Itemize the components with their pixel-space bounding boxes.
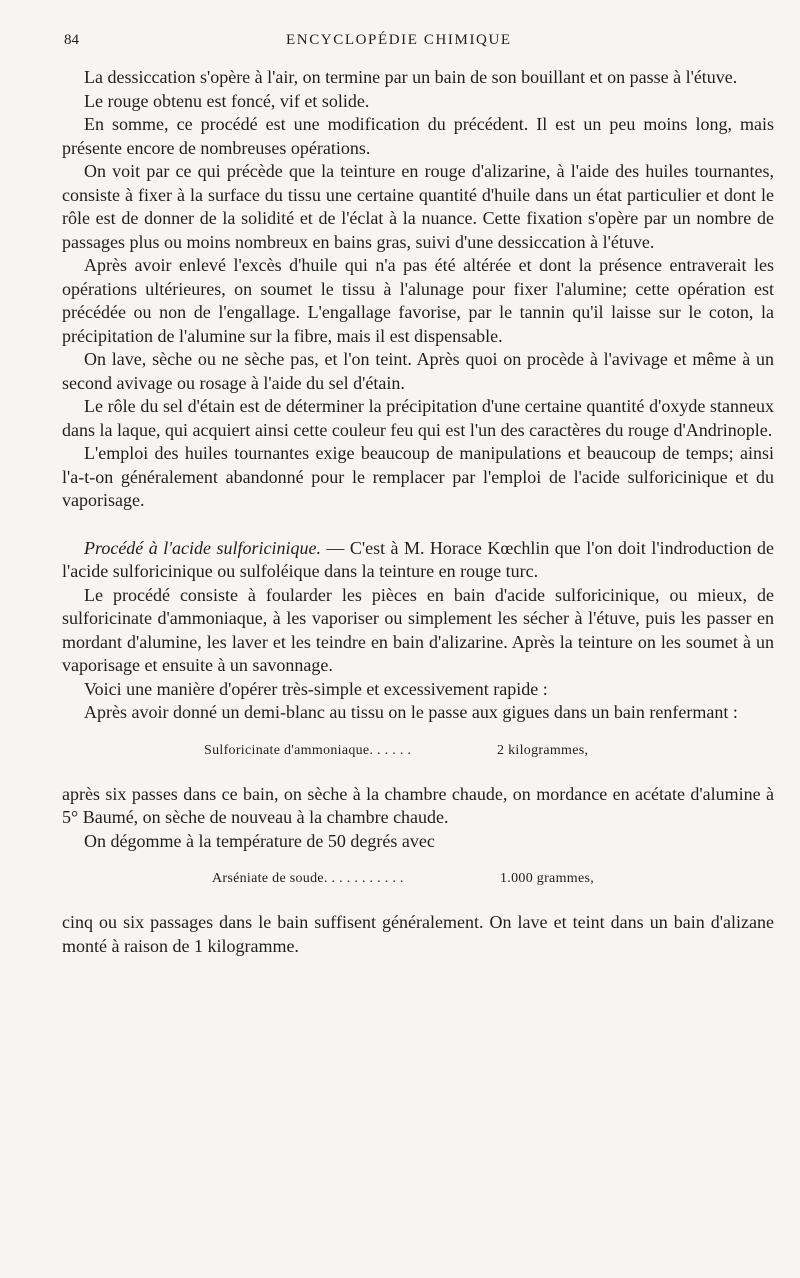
paragraph: On dégomme à la température de 50 degrés avec — [84, 830, 435, 851]
section-lead-text: — C'est à M. Horace Kœchlin que l'on doit l'indroduction de l'acide sulforicinique ou sulfoléique dans la teinture en rouge turc. — [62, 537, 774, 581]
formula-line — [62, 867, 774, 887]
section-lead-paragraph — [62, 537, 774, 584]
paragraph: Après avoir enlevé l'excès d'huile qui n'a pas été altérée et dont la présence entraverait les opérations ultérieures, on soumet le tissu à l'alunage pour fixer l'alumine; cette opération est précédée ou non de l'engallage. L'engallage favorise, par le tannin qu'il laisse sur le coton, la précipitation de l'alumine sur la fibre, mais il est dispensable. — [62, 255, 774, 346]
paragraph: Le rôle du sel d'étain est de déterminer la précipitation d'une certaine quantité d'oxyde stanneux dans la laque, qui acquiert ainsi cette couleur feu qui est l'un des caractères du rouge d'Andrinople. — [62, 396, 774, 440]
paragraph: L'emploi des huiles tournantes exige beaucoup de manipulations et beaucoup de temps; ainsi l'a-t-on généralement abandonné pour le remplacer par l'emploi de l'acide sulforicinique et du vaporisage. — [62, 443, 774, 510]
formula-ingredient: Arséniate de soude. . . . . . . . . . . — [212, 871, 404, 886]
section-spacer — [62, 513, 774, 537]
paragraph: On voit par ce qui précède que la teinture en rouge d'alizarine, à l'aide des huiles tournantes, consiste à fixer à la surface du tissu une certaine quantité d'huile dans un état particulier et dont le rôle est de donner de la solidité et de l'éclat à la nuance. Cette fixation s'opère par un nombre de passages plus ou moins nombreux en bains gras, suivi d'une dessiccation à l'étuve. — [62, 161, 774, 252]
paragraph: On lave, sèche ou ne sèche pas, et l'on teint. Après quoi on procède à l'avivage et même à un second avivage ou rosage à l'aide du sel d'étain. — [62, 349, 774, 393]
formula-line — [62, 739, 774, 759]
paragraph: La dessiccation s'opère à l'air, on termine par un bain de son bouillant et on passe à l'étuve. — [84, 67, 738, 87]
paragraph: Voici une manière d'opérer très-simple et excessivement rapide : — [84, 678, 548, 699]
paragraph: En somme, ce procédé est une modification du précédent. Il est un peu moins long, mais présente encore de nombreuses opérations. — [62, 114, 774, 158]
paragraph: Le rouge obtenu est foncé, vif et solide. — [84, 90, 370, 111]
page-number: 84 — [64, 32, 79, 48]
formula-quantity: 2 kilogrammes, — [497, 742, 589, 758]
running-title: ENCYCLOPÉDIE CHIMIQUE — [286, 32, 512, 48]
formula-quantity: 1.000 grammes, — [500, 871, 595, 886]
body-text — [62, 66, 774, 958]
document-page — [62, 28, 774, 958]
page-header — [62, 28, 774, 56]
paragraph: cinq ou six passages dans le bain suffisent généralement. On lave et teint dans un bain d'alizane monté à raison de 1 kilogramme. — [62, 912, 774, 956]
formula-ingredient: Sulforicinate d'ammoniaque. . . . . . — [204, 742, 412, 758]
paragraph: Le procédé consiste à foularder les pièces en bain d'acide sulforicinique, ou mieux, de sulforicinate d'ammoniaque, à les vaporiser ou simplement les sécher à l'étuve, puis les passer en mordant d'alumine, les laver et les teindre en bain d'alizarine. Après la teinture on les soumet à un vaporisage et ensuite à un savonnage. — [62, 584, 774, 675]
section-title: Procédé à l'acide sulforicinique. — [84, 537, 321, 558]
paragraph: Après avoir donné un demi-blanc au tissu on le passe aux gigues dans un bain renfermant : — [84, 702, 738, 722]
paragraph: après six passes dans ce bain, on sèche à la chambre chaude, on mordance en acétate d'alumine à 5° Baumé, on sèche de nouveau à la chambre chaude. — [62, 783, 774, 827]
